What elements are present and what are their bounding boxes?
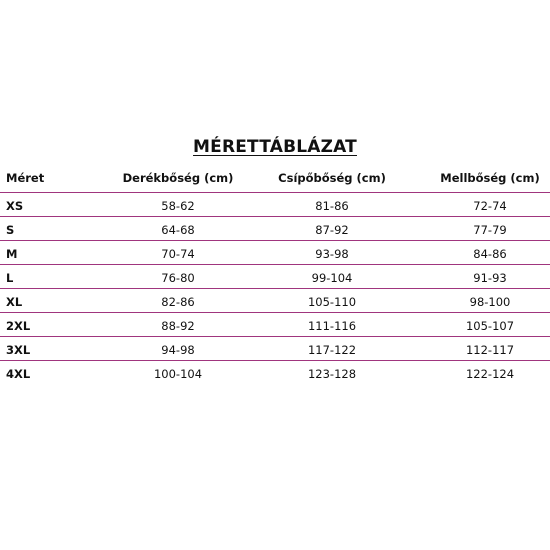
size-label: XS [6,199,24,213]
size-label: S [6,223,15,237]
table-row [0,217,550,241]
bust-value: 84-86 [473,247,507,261]
table-row [0,313,550,337]
hip-value: 99-104 [311,271,353,285]
bust-value: 72-74 [473,199,507,213]
waist-value: 76-80 [161,271,195,285]
size-label: 3XL [6,343,31,357]
hip-value: 117-122 [307,343,357,357]
size-label: 4XL [6,367,31,381]
waist-value: 94-98 [161,343,195,357]
size-label: 2XL [6,319,31,333]
bust-value: 91-93 [473,271,507,285]
waist-value: 100-104 [153,367,203,381]
size-label: M [6,247,18,261]
column-header-size: Méret [6,171,45,185]
table-header-row [0,168,550,193]
bust-value: 77-79 [473,223,507,237]
column-header-bust: Mellbőség (cm) [440,171,540,185]
waist-value: 82-86 [161,295,195,309]
size-label: XL [6,295,23,309]
bust-value: 112-117 [465,343,515,357]
waist-value: 64-68 [161,223,195,237]
waist-value: 70-74 [161,247,195,261]
table-row [0,337,550,361]
table-row [0,265,550,289]
hip-value: 123-128 [307,367,357,381]
hip-value: 81-86 [315,199,349,213]
column-header-hip: Csípőbőség (cm) [278,171,386,185]
bust-value: 105-107 [465,319,515,333]
bust-value: 122-124 [465,367,515,381]
size-label: L [6,271,14,285]
page-title: MÉRETTÁBLÁZAT [193,137,357,157]
waist-value: 88-92 [161,319,195,333]
hip-value: 93-98 [315,247,349,261]
table-row [0,193,550,217]
hip-value: 111-116 [307,319,357,333]
size-chart-table [0,168,550,385]
hip-value: 105-110 [307,295,357,309]
column-header-waist: Derékbőség (cm) [122,171,234,185]
waist-value: 58-62 [161,199,195,213]
table-row [0,361,550,385]
table-row [0,241,550,265]
hip-value: 87-92 [315,223,349,237]
bust-value: 98-100 [469,295,511,309]
table-row [0,289,550,313]
